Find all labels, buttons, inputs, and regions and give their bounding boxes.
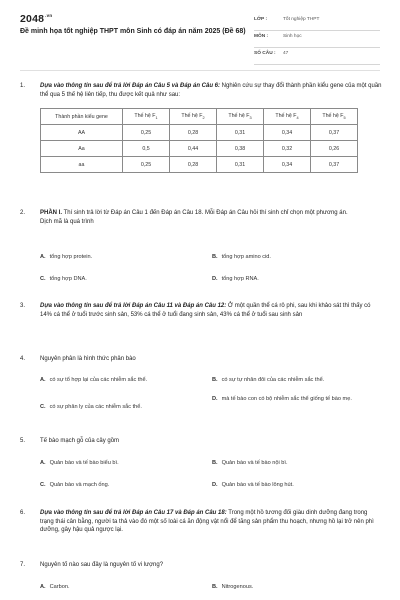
table-cell: 0,34: [264, 125, 311, 141]
table-cell: 0,28: [170, 125, 217, 141]
table-cell: 0,31: [217, 125, 264, 141]
option-letter: A.: [40, 584, 46, 590]
gen-sub: 5: [343, 116, 346, 121]
table-header-cell: [311, 109, 358, 125]
answer-option[interactable]: [212, 460, 288, 468]
question-number: 2.: [20, 210, 26, 216]
table-header-cell: [217, 109, 264, 125]
question-lead: Dựa vào thông tin sau để trả lời Đáp án Câu 5 và Đáp án Câu 6:: [40, 83, 221, 89]
meta-row-class: [254, 14, 380, 31]
option-letter: D.: [212, 396, 218, 402]
question-lead: Dựa vào thông tin sau để trả lời Đáp án Câu 11 và Đáp án Câu 12:: [40, 303, 227, 309]
question-number: 3.: [20, 303, 26, 309]
table-cell: 0,32: [264, 141, 311, 157]
question-5: [20, 437, 382, 446]
question-4: [20, 355, 382, 364]
table-corner: Thành phần kiểu gene: [41, 109, 123, 125]
question-number: 5.: [20, 438, 26, 444]
question-text: [40, 509, 382, 535]
gen-prefix: Thế hệ F: [181, 112, 203, 119]
question-body: Ở một quần thể cá rô phi, sau khi khảo sát thì thấy có 14% cá thể ở tuổi trước sinh sản, 53% cá thể ở tuổi đang sinh sản, 43% cá thể ở tuổi sau sinh sản: [40, 303, 371, 318]
table-cell: 0,37: [311, 157, 358, 173]
logo-text: 2048: [20, 13, 45, 25]
question-text: [40, 82, 382, 99]
question-lead: PHẦN I.: [40, 210, 63, 216]
answer-option[interactable]: [212, 276, 259, 284]
answer-option[interactable]: [212, 482, 294, 490]
table-cell: 0,5: [123, 141, 170, 157]
meta-key: SỐ CÂU :: [254, 51, 276, 56]
table-row-label: AA: [41, 125, 123, 141]
answer-option[interactable]: [212, 396, 372, 404]
gen-prefix: Thế hệ F: [275, 112, 297, 119]
table-header-cell: [264, 109, 311, 125]
answer-option[interactable]: [40, 276, 87, 284]
option-text: Nitrogenous.: [221, 584, 254, 590]
table-cell: 0,25: [123, 125, 170, 141]
gen-sub: 3: [249, 116, 252, 121]
option-text: Quản bào và mạch ống.: [49, 482, 110, 488]
question-body: Thí sinh trả lời từ Đáp án Câu 1 đến Đáp án Câu 18. Mỗi Đáp án Câu hỏi thí sinh chỉ chọn một phương án.: [62, 210, 348, 216]
table-cell: 0,44: [170, 141, 217, 157]
table-cell: 0,28: [170, 157, 217, 173]
question-3: [20, 302, 382, 319]
option-text: có sự phân ly của các nhiễm sắc thể.: [49, 404, 142, 410]
meta-value: 47: [283, 51, 289, 56]
option-text: mà tế bào con có bộ nhiễm sắc thể giống tế bào mẹ.: [221, 396, 352, 402]
option-text: tổng hợp amino cid.: [221, 254, 271, 260]
table-cell: 0,25: [123, 157, 170, 173]
answer-option[interactable]: [40, 482, 109, 490]
option-letter: D.: [212, 276, 218, 282]
question-number: 7.: [20, 562, 26, 568]
answer-option[interactable]: [212, 377, 324, 385]
option-letter: B.: [212, 377, 218, 383]
option-letter: C.: [40, 404, 46, 410]
option-text: có sự tổ hợp lại của các nhiễm sắc thể.: [49, 377, 148, 383]
answer-option[interactable]: [40, 584, 70, 592]
option-letter: C.: [40, 482, 46, 488]
document-title: Đề minh họa tốt nghiệp THPT môn Sinh có đáp án năm 2025 (Đề 68): [20, 28, 246, 35]
option-letter: A.: [40, 460, 46, 466]
answer-option[interactable]: [40, 460, 119, 468]
gen-sub: 1: [155, 116, 158, 121]
table-cell: 0,38: [217, 141, 264, 157]
answer-option[interactable]: [212, 584, 253, 592]
table-row: [41, 157, 358, 173]
option-text: Carbon.: [49, 584, 70, 590]
option-letter: D.: [212, 482, 218, 488]
answer-option[interactable]: [212, 254, 271, 262]
table-cell: 0,34: [264, 157, 311, 173]
answer-option[interactable]: [40, 404, 142, 412]
option-letter: C.: [40, 276, 46, 282]
table-header-cell: [123, 109, 170, 125]
option-letter: B.: [212, 460, 218, 466]
genotype-table: [40, 108, 358, 173]
table-cell: 0,26: [311, 141, 358, 157]
meta-value: Sinh học: [283, 34, 302, 39]
table-row: [41, 125, 358, 141]
table-row-label: aa: [41, 157, 123, 173]
option-text: Quản bào và tế bào nội bì.: [221, 460, 288, 466]
option-text: Quản bào và tế bào lông hút.: [221, 482, 294, 488]
meta-key: MÔN :: [254, 34, 269, 39]
option-letter: B.: [212, 254, 218, 260]
option-text: tổng hợp DNA.: [49, 276, 87, 282]
meta-value: Tốt nghiệp THPT: [283, 17, 320, 22]
table-row-label: Aa: [41, 141, 123, 157]
option-text: có sự tự nhân đôi của các nhiễm sắc thể.: [221, 377, 325, 383]
question-text: Tế bào mạch gỗ của cây gồm: [40, 438, 120, 444]
gen-prefix: Thế hệ F: [228, 112, 250, 119]
question-text: Nguyên phân là hình thức phân bào: [40, 356, 136, 362]
question-2: [20, 209, 382, 226]
option-text: tổng hợp protein.: [49, 254, 93, 260]
gen-prefix: Thế hệ F: [134, 112, 156, 119]
gen-sub: 2: [202, 116, 205, 121]
option-letter: B.: [212, 584, 218, 590]
question-text: [40, 302, 382, 319]
question-number: 1.: [20, 83, 26, 89]
header-divider: [20, 70, 380, 71]
option-text: tổng hợp RNA.: [221, 276, 259, 282]
question-7: [20, 561, 382, 570]
table-header-row: [41, 109, 358, 125]
gen-prefix: Thế hệ F: [322, 112, 344, 119]
logo-suffix: .vn: [45, 13, 53, 18]
question-body: Trong một hồ tương đối giàu dinh dưỡng đang trong trạng thái cân bằng, người ta thả vào đó một số loài cá ăn động vật nổi để tăng sản phẩm thu hoạch, nhưng hồ lại trở nên phì dưỡng, gây hậu quả ngược lại.: [40, 510, 374, 534]
question-text: [40, 209, 382, 218]
table-cell: 0,31: [217, 157, 264, 173]
question-prompt: Dịch mã là quá trình: [40, 218, 94, 225]
question-1: [20, 82, 382, 99]
answer-option[interactable]: [40, 377, 147, 385]
question-6: [20, 509, 382, 535]
option-letter: A.: [40, 254, 46, 260]
question-body: Nghiên cứu sự thay đổi thành phần kiểu gene của một quần thể qua 5 thế hệ liên tiếp, thu được kết quả như sau:: [40, 83, 382, 98]
meta-key: LỚP :: [254, 17, 268, 22]
question-text: Nguyên tố nào sau đây là nguyên tố vi lượng?: [40, 562, 164, 568]
option-letter: A.: [40, 377, 46, 383]
answer-option[interactable]: [40, 254, 92, 262]
meta-row-subject: [254, 31, 380, 48]
question-number: 4.: [20, 356, 26, 362]
table-cell: 0,37: [311, 125, 358, 141]
meta-row-count: [254, 48, 380, 65]
meta-info: [254, 14, 380, 65]
question-number: 6.: [20, 510, 26, 516]
question-lead: Dựa vào thông tin sau để trả lời Đáp án Câu 17 và Đáp án Câu 18:: [40, 510, 227, 516]
site-logo[interactable]: [20, 13, 52, 25]
table-header-cell: [170, 109, 217, 125]
gen-sub: 4: [296, 116, 299, 121]
option-text: Quản bào và tế bào biểu bì.: [49, 460, 119, 466]
table-row: [41, 141, 358, 157]
